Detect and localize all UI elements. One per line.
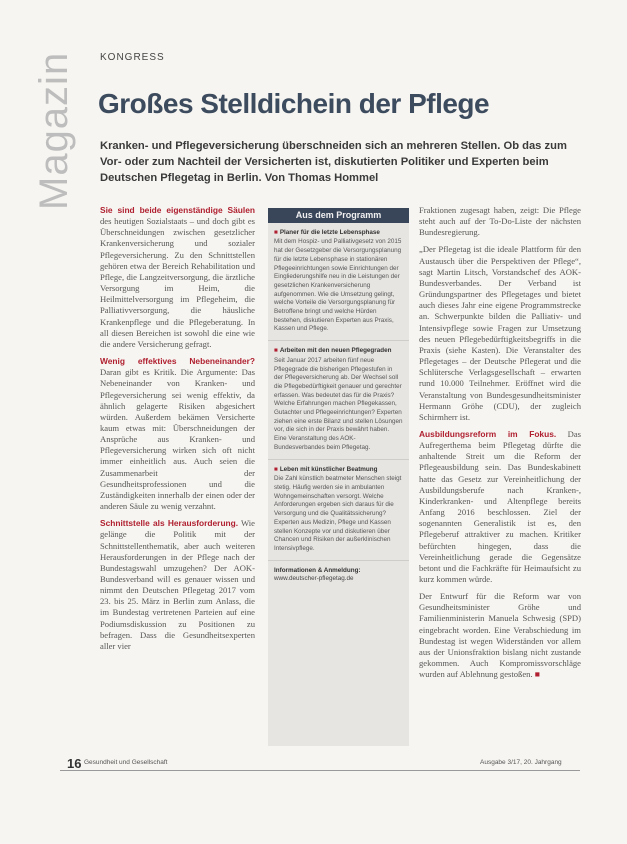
box-item-text: Mit dem Hospiz- und Palliativgesetz von 2015 hat der Gesetzgeber die Versorgungsplanung für die letzte Lebensphase in stationären Pflegeeinrichtungen sowie Einrichtungen der Eingliederungshilfe neu in die Leistungen der gesetzlichen Krankenversicherung aufgenommen. Wie die Umsetzung gelingt, welche Vorteile die Versorgungsplanung für Betroffene bringt und welche Hürden bestehen, diskutieren Experten aus Praxis, Kassen und Pflege.: [274, 238, 402, 333]
end-of-article-icon: ■: [534, 669, 540, 680]
inline-heading: Schnittstelle als Herausforderung.: [100, 518, 239, 529]
paragraph-text: Daran gibt es Kritik. Die Argumente: Das Nebeneinander von Kranken- und Pflegeversicherung sei wenig effektiv, da ähnlich gelagerte Risiken abgesichert würden. Außerdem bekämen Versicherte kaum etwas mit: Überschneidungen der Ansprüche aus Kranken- und Pflegeversicherung wirken sich oft nicht immer einheitlich aus. Auch seien die Zusammenarbeit der Gesundheitsprofessionen und die Zuständigkeiten innerhalb der einen oder der anderen Säule zu wenig verzahnt.: [100, 367, 255, 512]
box-header: Aus dem Programm: [268, 208, 409, 223]
page-number: 16: [67, 756, 82, 771]
publication-name: Gesundheit und Gesellschaft: [84, 759, 168, 766]
paragraph: [419, 205, 581, 238]
text-column-right: [419, 205, 581, 686]
box-item-title: Leben mit künstlicher Beatmung: [279, 465, 378, 473]
paragraph: [419, 429, 581, 585]
paragraph: [100, 518, 255, 652]
paragraph: [100, 205, 255, 350]
box-item: [268, 460, 409, 561]
text-column-left: [100, 205, 255, 658]
paragraph: [419, 244, 581, 423]
box-item: [268, 223, 409, 341]
inline-heading: Ausbildungsreform im Fokus.: [419, 428, 557, 439]
box-info: [268, 561, 409, 590]
box-item-text: Die Zahl künstlich beatmeter Menschen steigt stetig. Häufig werden sie in ambulanten Wohngemeinschaften versorgt. Welche Anforderungen ergeben sich daraus für die Versorgung und die Qualitätssicherung? Experten aus Medizin, Pflege und Kassen stellen Konzepte vor und diskutieren über Chancen und Risiken der außerklinischen Intensivpflege.: [274, 475, 402, 552]
paragraph-text: Das Aufregerthema beim Pflegetag dürfte die anhaltende Streit um die Reform der Pflegeausbildung sein. Das Bundeskabinett hatte das Gesetz zur Vereinheitlichung der Ausbildungsberufe nach Kranken-, Kinderkranken- und Altenpflege bereits Anfang 2016 beschlossen. Ziel der sogenannten Generalistik ist es, den Pflegeberuf attraktiver zu machen. Kritiker befürchten hingegen, dass die Vereinheitlichung gerade die Gegensätze betont und die Fachkräfte für Heimaufsicht zu kurz kommen würde.: [419, 428, 581, 584]
issue-info: Ausgabe 3/17, 20. Jahrgang: [480, 759, 562, 766]
box-item: [268, 341, 409, 459]
box-item-title: Arbeiten mit den neuen Pflegegraden: [279, 347, 392, 355]
info-title: Informationen & Anmeldung:: [274, 566, 361, 574]
inline-heading: Sie sind beide eigenständige Säulen: [100, 205, 255, 215]
info-link[interactable]: www.deutscher-pflegetag.de: [274, 575, 354, 583]
square-bullet-icon: ■: [274, 347, 278, 355]
box-item-title: Planer für die letzte Lebensphase: [279, 228, 380, 236]
inline-heading: Wenig effektives Nebeneinander?: [100, 356, 255, 367]
kicker: KONGRESS: [100, 52, 165, 63]
paragraph-text: Wie gelänge die Politik mit der Schnittstellenthematik, aber auch weiteren Herausforderungen in der Pflege nach der Bundestagswahl umzugehen? Der AOK-Bundesverband will es genauer wissen und nimmt den Deutschen Pflegetag 2017 vom 23. bis 25. März in Berlin zum Anlass, die im Bundestag vertretenen Parteien auf eine Podiumsdiskussion zu Positionen zu befragen. Dass die Gesundheitsexperten aller vier: [100, 518, 255, 651]
square-bullet-icon: ■: [274, 465, 278, 473]
paragraph: [100, 356, 255, 512]
paragraph-text: „Der Pflegetag ist die ideale Plattform für den Austausch über die Perspektiven der Pflege“, sagt Martin Litsch, Vorstandschef des AOK-Bundesverbandes. Der Verband ist Gründungspartner des Pflegetages und bietet auch dieses Jahr eine eigene Programmstrecke an. Schwerpunkte bilden die Palliativ- und Intensivpflege sowie Fragen zur Umsetzung des neuen Pflegebedürftigkeitsbegriffs in die Praxis (siehe Kasten). Die Veranstalter des Pflegetages – der Deutsche Pflegerat und die Schlütersche Verlagsgesellschaft – erwarten rund 10.000 Teilnehmer. Eröffnet wird die Veranstaltung von Bundesgesundheitsminister Hermann Gröhe (CDU), der zugleich Schirmherr ist.: [419, 244, 581, 422]
paragraph-text: Der Entwurf für die Reform war von Gesundheitsminister Gröhe und Familienministerin Manuela Schwesig (SPD) eingebracht worden. Eine Verabschiedung im Bundestag ist wegen Widerständen vor allem aus der Unionsfraktion bislang nicht zustande gekommen. Auch Kompromissvorschläge wurden auf Ablehnung gestoßen.: [419, 591, 581, 680]
box-item-text: Seit Januar 2017 arbeiten fünf neue Pflegegrade die bisherigen Pflegestufen in der Pflegeversicherung ab. Der Wechsel soll die Pflegebedürftigkeit genauer und gerechter erfassen. Was bedeutet das für die Praxis? Welche Erfahrungen machen Pflegekassen, Gutachter und Pflegeeinrichtungen? Experten ziehen eine erste Bilanz und stellen Lösungen vor, die sich in der Praxis bewährt haben. Eine Veranstaltung des AOK-Bundesverbandes beim Pflegetag.: [274, 356, 403, 451]
article-lead: Kranken- und Pflegeversicherung überschneiden sich an mehreren Stellen. Ob das zum Vor- oder zum Nachteil der Versicherten ist, diskutierten Politiker und Experten beim Deutschen Pflegetag in Berlin. Von Thomas Hommel: [100, 140, 567, 184]
program-sidebar-box: [268, 208, 409, 746]
section-margin-label: Magazin: [32, 51, 76, 210]
footer-rule: [60, 770, 580, 771]
paragraph-text: Fraktionen zugesagt haben, zeigt: Die Pflege steht auch auf der To-Do-Liste der nächsten Bundesregierung.: [419, 205, 581, 238]
article-title: Großes Stelldichein der Pflege: [98, 88, 490, 119]
square-bullet-icon: ■: [274, 228, 278, 236]
paragraph-text: des heutigen Sozialstaats – und doch gibt es Überschneidungen zwischen gesetzlicher Krankenversicherung und sozialer Pflegeversicherung. Zu den Schnittstellen gehören etwa der Bereich Rehabilitation und Pflege, die Langzeitversorgung, die ärztliche Versorgung im Heim, die Heilmittelversorgung im Pflegeheim, die Palliativversorgung, die häusliche Krankenpflege und die Pflegeberatung. In all diesen Bereichen ist sowohl die eine wie die andere Versicherung gefragt.: [100, 216, 255, 349]
paragraph: [419, 591, 581, 680]
